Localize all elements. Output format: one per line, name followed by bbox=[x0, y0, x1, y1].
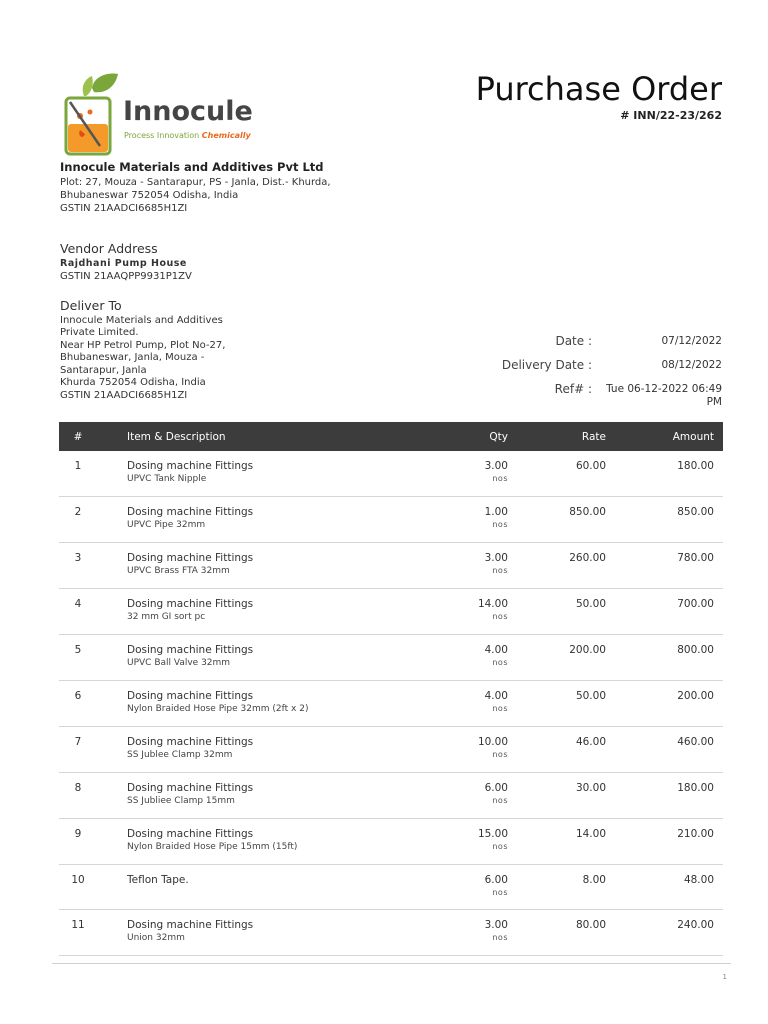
row-item bbox=[97, 773, 442, 819]
row-rate: 200.00 bbox=[517, 635, 615, 681]
company-address-line: Plot: 27, Mouza - Santarapur, PS - Janla, Dist.- Khurda, bbox=[60, 177, 331, 188]
deliver-line: Near HP Petrol Pump, Plot No-27, bbox=[60, 339, 226, 351]
row-qty bbox=[442, 910, 517, 956]
row-amount: 240.00 bbox=[615, 910, 723, 956]
company-logo bbox=[62, 72, 302, 160]
company-details bbox=[60, 161, 331, 215]
row-num: 8 bbox=[59, 773, 97, 819]
table-row bbox=[59, 589, 723, 635]
row-rate: 14.00 bbox=[517, 819, 615, 865]
order-meta bbox=[480, 332, 722, 408]
logo-wordmark: Innocule bbox=[123, 96, 253, 127]
row-qty bbox=[442, 773, 517, 819]
row-num: 10 bbox=[59, 865, 97, 910]
qty-unit: nos bbox=[492, 612, 508, 621]
row-item bbox=[97, 681, 442, 727]
row-amount: 700.00 bbox=[615, 589, 723, 635]
item-name: Dosing machine Fittings bbox=[127, 644, 254, 656]
table-body bbox=[59, 451, 723, 956]
footer-divider bbox=[52, 963, 731, 964]
row-item bbox=[97, 543, 442, 589]
row-item bbox=[97, 451, 442, 497]
qty-unit: nos bbox=[492, 933, 508, 942]
deliver-line: Private Limited. bbox=[60, 327, 139, 338]
ref-row bbox=[480, 380, 722, 408]
row-amount: 200.00 bbox=[615, 681, 723, 727]
table-row bbox=[59, 543, 723, 589]
qty-value: 3.00 bbox=[484, 919, 508, 931]
row-item bbox=[97, 910, 442, 956]
qty-unit: nos bbox=[492, 750, 508, 759]
company-gstin: GSTIN 21AADCI6685H1ZI bbox=[60, 203, 188, 214]
table-header-row bbox=[59, 422, 723, 451]
row-amount: 210.00 bbox=[615, 819, 723, 865]
item-description: Nylon Braided Hose Pipe 15mm (15ft) bbox=[127, 842, 298, 852]
row-item bbox=[97, 865, 442, 910]
row-item bbox=[97, 819, 442, 865]
row-rate: 30.00 bbox=[517, 773, 615, 819]
item-description: UPVC Tank Nipple bbox=[127, 474, 207, 484]
order-number: # INN/22-23/262 bbox=[620, 109, 722, 122]
row-num: 6 bbox=[59, 681, 97, 727]
qty-value: 10.00 bbox=[477, 736, 508, 748]
table-row bbox=[59, 497, 723, 543]
qty-unit: nos bbox=[492, 796, 508, 805]
item-name: Dosing machine Fittings bbox=[127, 919, 254, 931]
item-name: Teflon Tape. bbox=[127, 874, 189, 886]
item-description: Nylon Braided Hose Pipe 32mm (2ft x 2) bbox=[127, 704, 309, 714]
items-table bbox=[59, 422, 723, 956]
row-num: 7 bbox=[59, 727, 97, 773]
item-name: Dosing machine Fittings bbox=[127, 506, 254, 518]
date-row bbox=[480, 332, 722, 356]
row-num: 4 bbox=[59, 589, 97, 635]
page-number: 1 bbox=[722, 973, 727, 981]
deliver-line: GSTIN 21AADCI6685H1ZI bbox=[60, 389, 188, 401]
logo-tagline: Process Innovation Chemically bbox=[124, 131, 251, 140]
qty-unit: nos bbox=[492, 888, 508, 897]
qty-unit: nos bbox=[492, 842, 508, 851]
row-item bbox=[97, 497, 442, 543]
vendor-gstin: GSTIN 21AAQPP9931P1ZV bbox=[60, 271, 192, 282]
item-description: UPVC Pipe 32mm bbox=[127, 520, 206, 530]
vendor-name: Rajdhani Pump House bbox=[60, 258, 187, 269]
row-rate: 50.00 bbox=[517, 589, 615, 635]
row-rate: 260.00 bbox=[517, 543, 615, 589]
row-rate: 80.00 bbox=[517, 910, 615, 956]
row-qty bbox=[442, 589, 517, 635]
table-row bbox=[59, 727, 723, 773]
delivery-date-value: 08/12/2022 bbox=[661, 359, 722, 371]
qty-unit: nos bbox=[492, 474, 508, 483]
table-row bbox=[59, 635, 723, 681]
qty-value: 6.00 bbox=[484, 874, 508, 886]
item-name: Dosing machine Fittings bbox=[127, 736, 254, 748]
row-rate: 8.00 bbox=[517, 865, 615, 910]
row-rate: 46.00 bbox=[517, 727, 615, 773]
date-label: Date : bbox=[555, 334, 592, 348]
item-name: Dosing machine Fittings bbox=[127, 598, 254, 610]
qty-unit: nos bbox=[492, 658, 508, 667]
qty-value: 4.00 bbox=[484, 690, 508, 702]
item-description: 32 mm GI sort pc bbox=[127, 612, 206, 622]
deliver-line: Khurda 752054 Odisha, India bbox=[60, 377, 206, 388]
qty-value: 1.00 bbox=[484, 506, 508, 518]
header-rate: Rate bbox=[517, 422, 615, 451]
header-amount: Amount bbox=[615, 422, 723, 451]
delivery-date-label: Delivery Date : bbox=[501, 358, 592, 372]
row-amount: 180.00 bbox=[615, 451, 723, 497]
flask-icon bbox=[62, 72, 122, 160]
company-name: Innocule Materials and Additives Pvt Ltd bbox=[60, 160, 324, 174]
qty-value: 4.00 bbox=[484, 644, 508, 656]
row-amount: 850.00 bbox=[615, 497, 723, 543]
qty-value: 3.00 bbox=[484, 460, 508, 472]
row-qty bbox=[442, 819, 517, 865]
document-title: Purchase Order bbox=[475, 70, 722, 108]
row-amount: 460.00 bbox=[615, 727, 723, 773]
table-row bbox=[59, 819, 723, 865]
row-amount: 800.00 bbox=[615, 635, 723, 681]
qty-unit: nos bbox=[492, 520, 508, 529]
header-item: Item & Description bbox=[97, 422, 442, 451]
table-row bbox=[59, 910, 723, 956]
table-row bbox=[59, 773, 723, 819]
ref-value: Tue 06-12-2022 06:49 PM bbox=[606, 383, 722, 408]
row-num: 11 bbox=[59, 910, 97, 956]
item-description: Union 32mm bbox=[127, 933, 185, 943]
table-row bbox=[59, 681, 723, 727]
item-description: SS Jubliee Clamp 15mm bbox=[127, 796, 235, 806]
deliver-line: Santarapur, Janla bbox=[60, 364, 147, 376]
row-num: 9 bbox=[59, 819, 97, 865]
row-num: 5 bbox=[59, 635, 97, 681]
date-value: 07/12/2022 bbox=[661, 335, 722, 347]
row-qty bbox=[442, 865, 517, 910]
item-description: UPVC Ball Valve 32mm bbox=[127, 658, 231, 668]
row-item bbox=[97, 635, 442, 681]
row-amount: 180.00 bbox=[615, 773, 723, 819]
item-description: SS Jublee Clamp 32mm bbox=[127, 750, 233, 760]
row-num: 2 bbox=[59, 497, 97, 543]
row-num: 3 bbox=[59, 543, 97, 589]
qty-value: 3.00 bbox=[484, 552, 508, 564]
deliver-line: Bhubaneswar, Janla, Mouza - bbox=[60, 352, 205, 363]
row-qty bbox=[442, 497, 517, 543]
row-qty bbox=[442, 681, 517, 727]
row-rate: 850.00 bbox=[517, 497, 615, 543]
row-qty bbox=[442, 727, 517, 773]
table-row bbox=[59, 865, 723, 910]
row-qty bbox=[442, 451, 517, 497]
header-num: # bbox=[59, 422, 97, 451]
row-qty bbox=[442, 635, 517, 681]
row-rate: 50.00 bbox=[517, 681, 615, 727]
row-amount: 780.00 bbox=[615, 543, 723, 589]
table-row bbox=[59, 451, 723, 497]
row-qty bbox=[442, 543, 517, 589]
row-num: 1 bbox=[59, 451, 97, 497]
item-name: Dosing machine Fittings bbox=[127, 552, 254, 564]
item-name: Dosing machine Fittings bbox=[127, 828, 254, 840]
row-item bbox=[97, 727, 442, 773]
delivery-date-row bbox=[480, 356, 722, 380]
vendor-label: Vendor Address bbox=[60, 241, 158, 256]
qty-value: 14.00 bbox=[477, 598, 508, 610]
qty-value: 6.00 bbox=[484, 782, 508, 794]
row-amount: 48.00 bbox=[615, 865, 723, 910]
vendor-address bbox=[60, 242, 192, 283]
header-qty: Qty bbox=[442, 422, 517, 451]
deliver-to bbox=[60, 300, 260, 402]
ref-label: Ref# : bbox=[554, 382, 592, 396]
deliver-label: Deliver To bbox=[60, 298, 122, 313]
item-name: Dosing machine Fittings bbox=[127, 690, 254, 702]
company-address-line: Bhubaneswar 752054 Odisha, India bbox=[60, 190, 239, 201]
qty-unit: nos bbox=[492, 704, 508, 713]
qty-value: 15.00 bbox=[477, 828, 508, 840]
item-description: UPVC Brass FTA 32mm bbox=[127, 566, 230, 576]
item-name: Dosing machine Fittings bbox=[127, 782, 254, 794]
item-name: Dosing machine Fittings bbox=[127, 460, 254, 472]
row-item bbox=[97, 589, 442, 635]
row-rate: 60.00 bbox=[517, 451, 615, 497]
qty-unit: nos bbox=[492, 566, 508, 575]
deliver-line: Innocule Materials and Additives bbox=[60, 314, 223, 326]
